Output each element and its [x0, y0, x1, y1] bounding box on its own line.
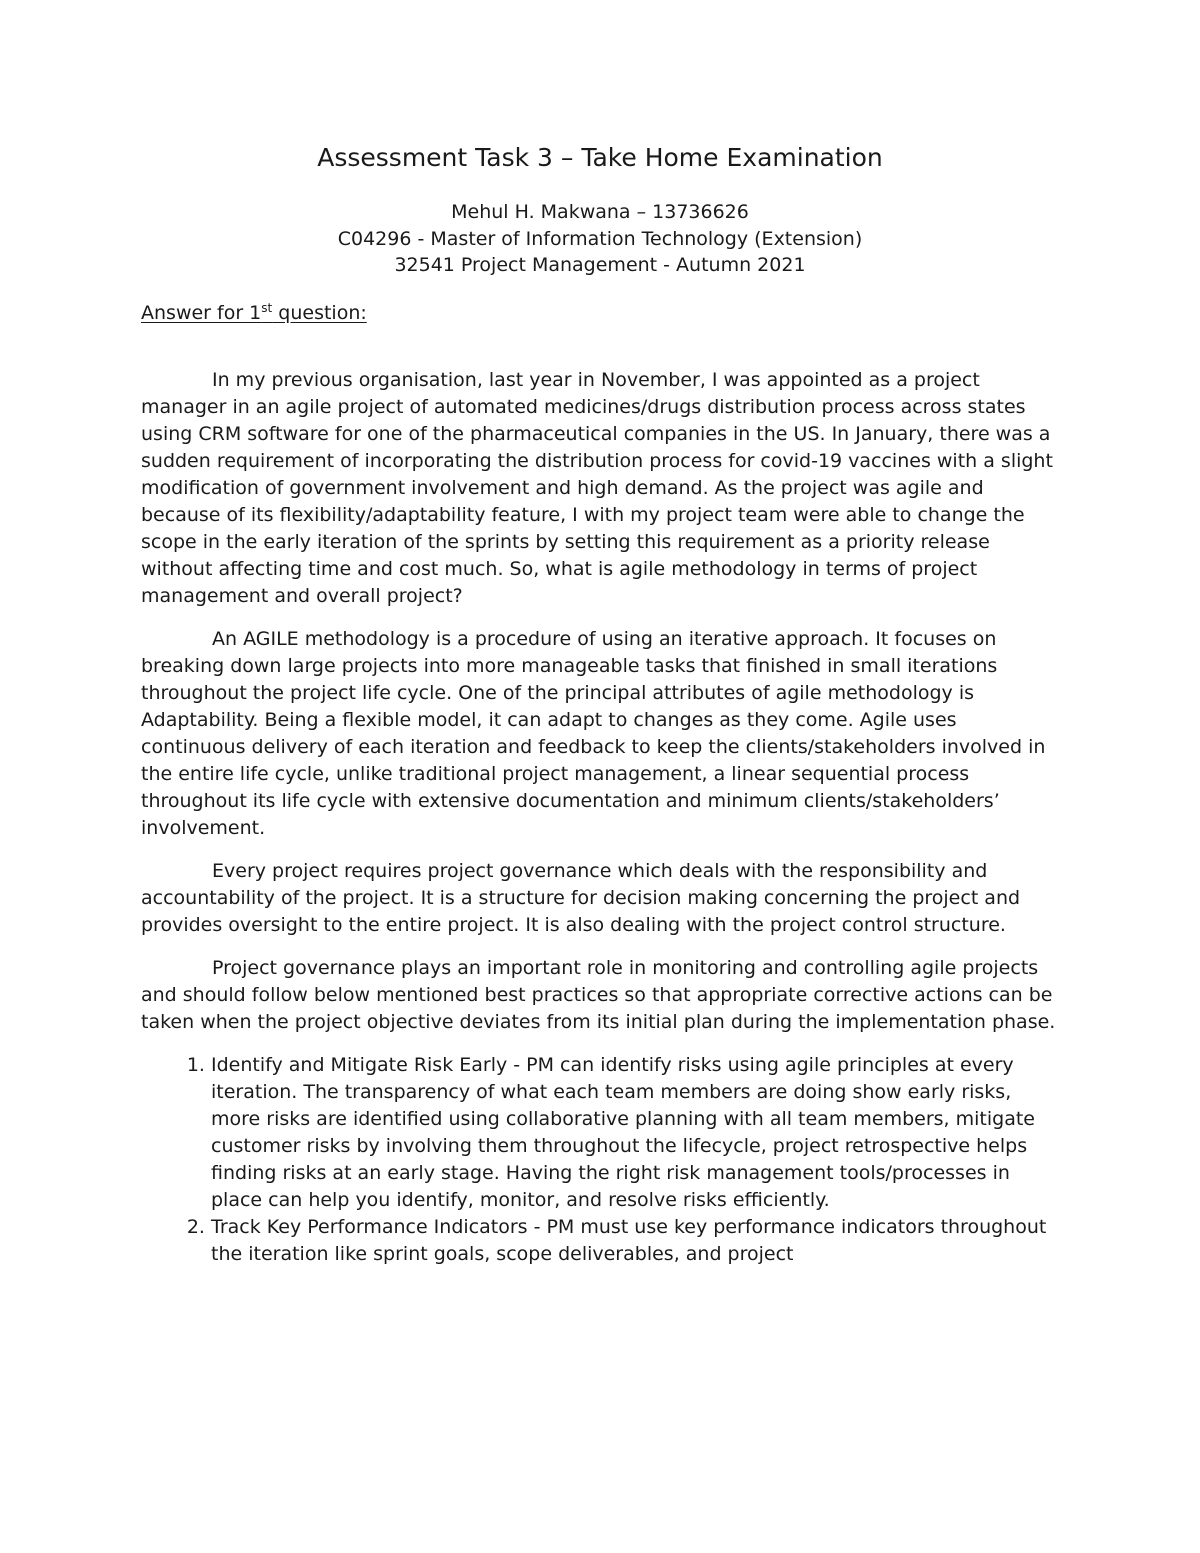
paragraph: Every project requires project governance which deals with the responsibility and accountability of the project. It is a structure for decision making concerning the project and provides oversight to the entire project. It is also dealing with the project control structure. — [141, 860, 1021, 936]
section-heading-suffix: question: — [272, 302, 367, 324]
section-heading-prefix: Answer for 1 — [141, 302, 262, 324]
list-item: 1. Identify and Mitigate Risk Early - PM can identify risks using agile principles at every iteration. The transparency of what each team members are doing show early risks, more risks are identified using collaborative planning with all team members, mitigate customer risks by involving them throughout the lifecycle, project retrospective helps finding risks at an early stage. Having the right risk management tools/processes in place can help you identify, monitor, and resolve risks efficiently. — [211, 1052, 1061, 1214]
list-item: 2. Track Key Performance Indicators - PM must use key performance indicators throughout the iteration like sprint goals, scope deliverables, and project — [211, 1214, 1061, 1268]
best-practices-list — [141, 1052, 1061, 1268]
document-body — [141, 367, 1061, 1268]
section-heading-superscript: st — [261, 301, 273, 315]
author-line: Mehul H. Makwana – 13736626 — [451, 201, 749, 223]
course-line: C04296 - Master of Information Technology (Extension) — [337, 227, 863, 250]
document-title: Assessment Task 3 – Take Home Examination — [317, 143, 883, 172]
subject-line: 32541 Project Management - Autumn 2021 — [394, 254, 806, 276]
section-heading — [141, 299, 367, 327]
paragraph: In my previous organisation, last year in November, I was appointed as a project manager in an agile project of automated medicines/drugs distribution process across states using CRM software for one of the pharmaceutical companies in the US. In January, there was a sudden requirement of incorporating the distribution process for covid-19 vaccines with a slight modification of government involvement and high demand. As the project was agile and because of its flexibility/adaptability feature, I with my project team were able to change the scope in the early iteration of the sprints by setting this requirement as a priority release without affecting time and cost much. So, what is agile methodology in terms of project management and overall project? — [141, 369, 1053, 607]
paragraph: Project governance plays an important role in monitoring and controlling agile projects and should follow below mentioned best practices so that appropriate corrective actions can be taken when the project objective deviates from its initial plan during the implementation phase. — [141, 957, 1056, 1033]
author-block — [0, 199, 1200, 279]
paragraph: An AGILE methodology is a procedure of using an iterative approach. It focuses on breaking down large projects into more manageable tasks that finished in small iterations throughout the project life cycle. One of the principal attributes of agile methodology is Adaptability. Being a flexible model, it can adapt to changes as they come. Agile uses continuous delivery of each iteration and feedback to keep the clients/stakeholders involved in the entire life cycle, unlike traditional project management, a linear sequential process throughout its life cycle with extensive documentation and minimum clients/stakeholders’ involvement. — [141, 628, 1046, 839]
